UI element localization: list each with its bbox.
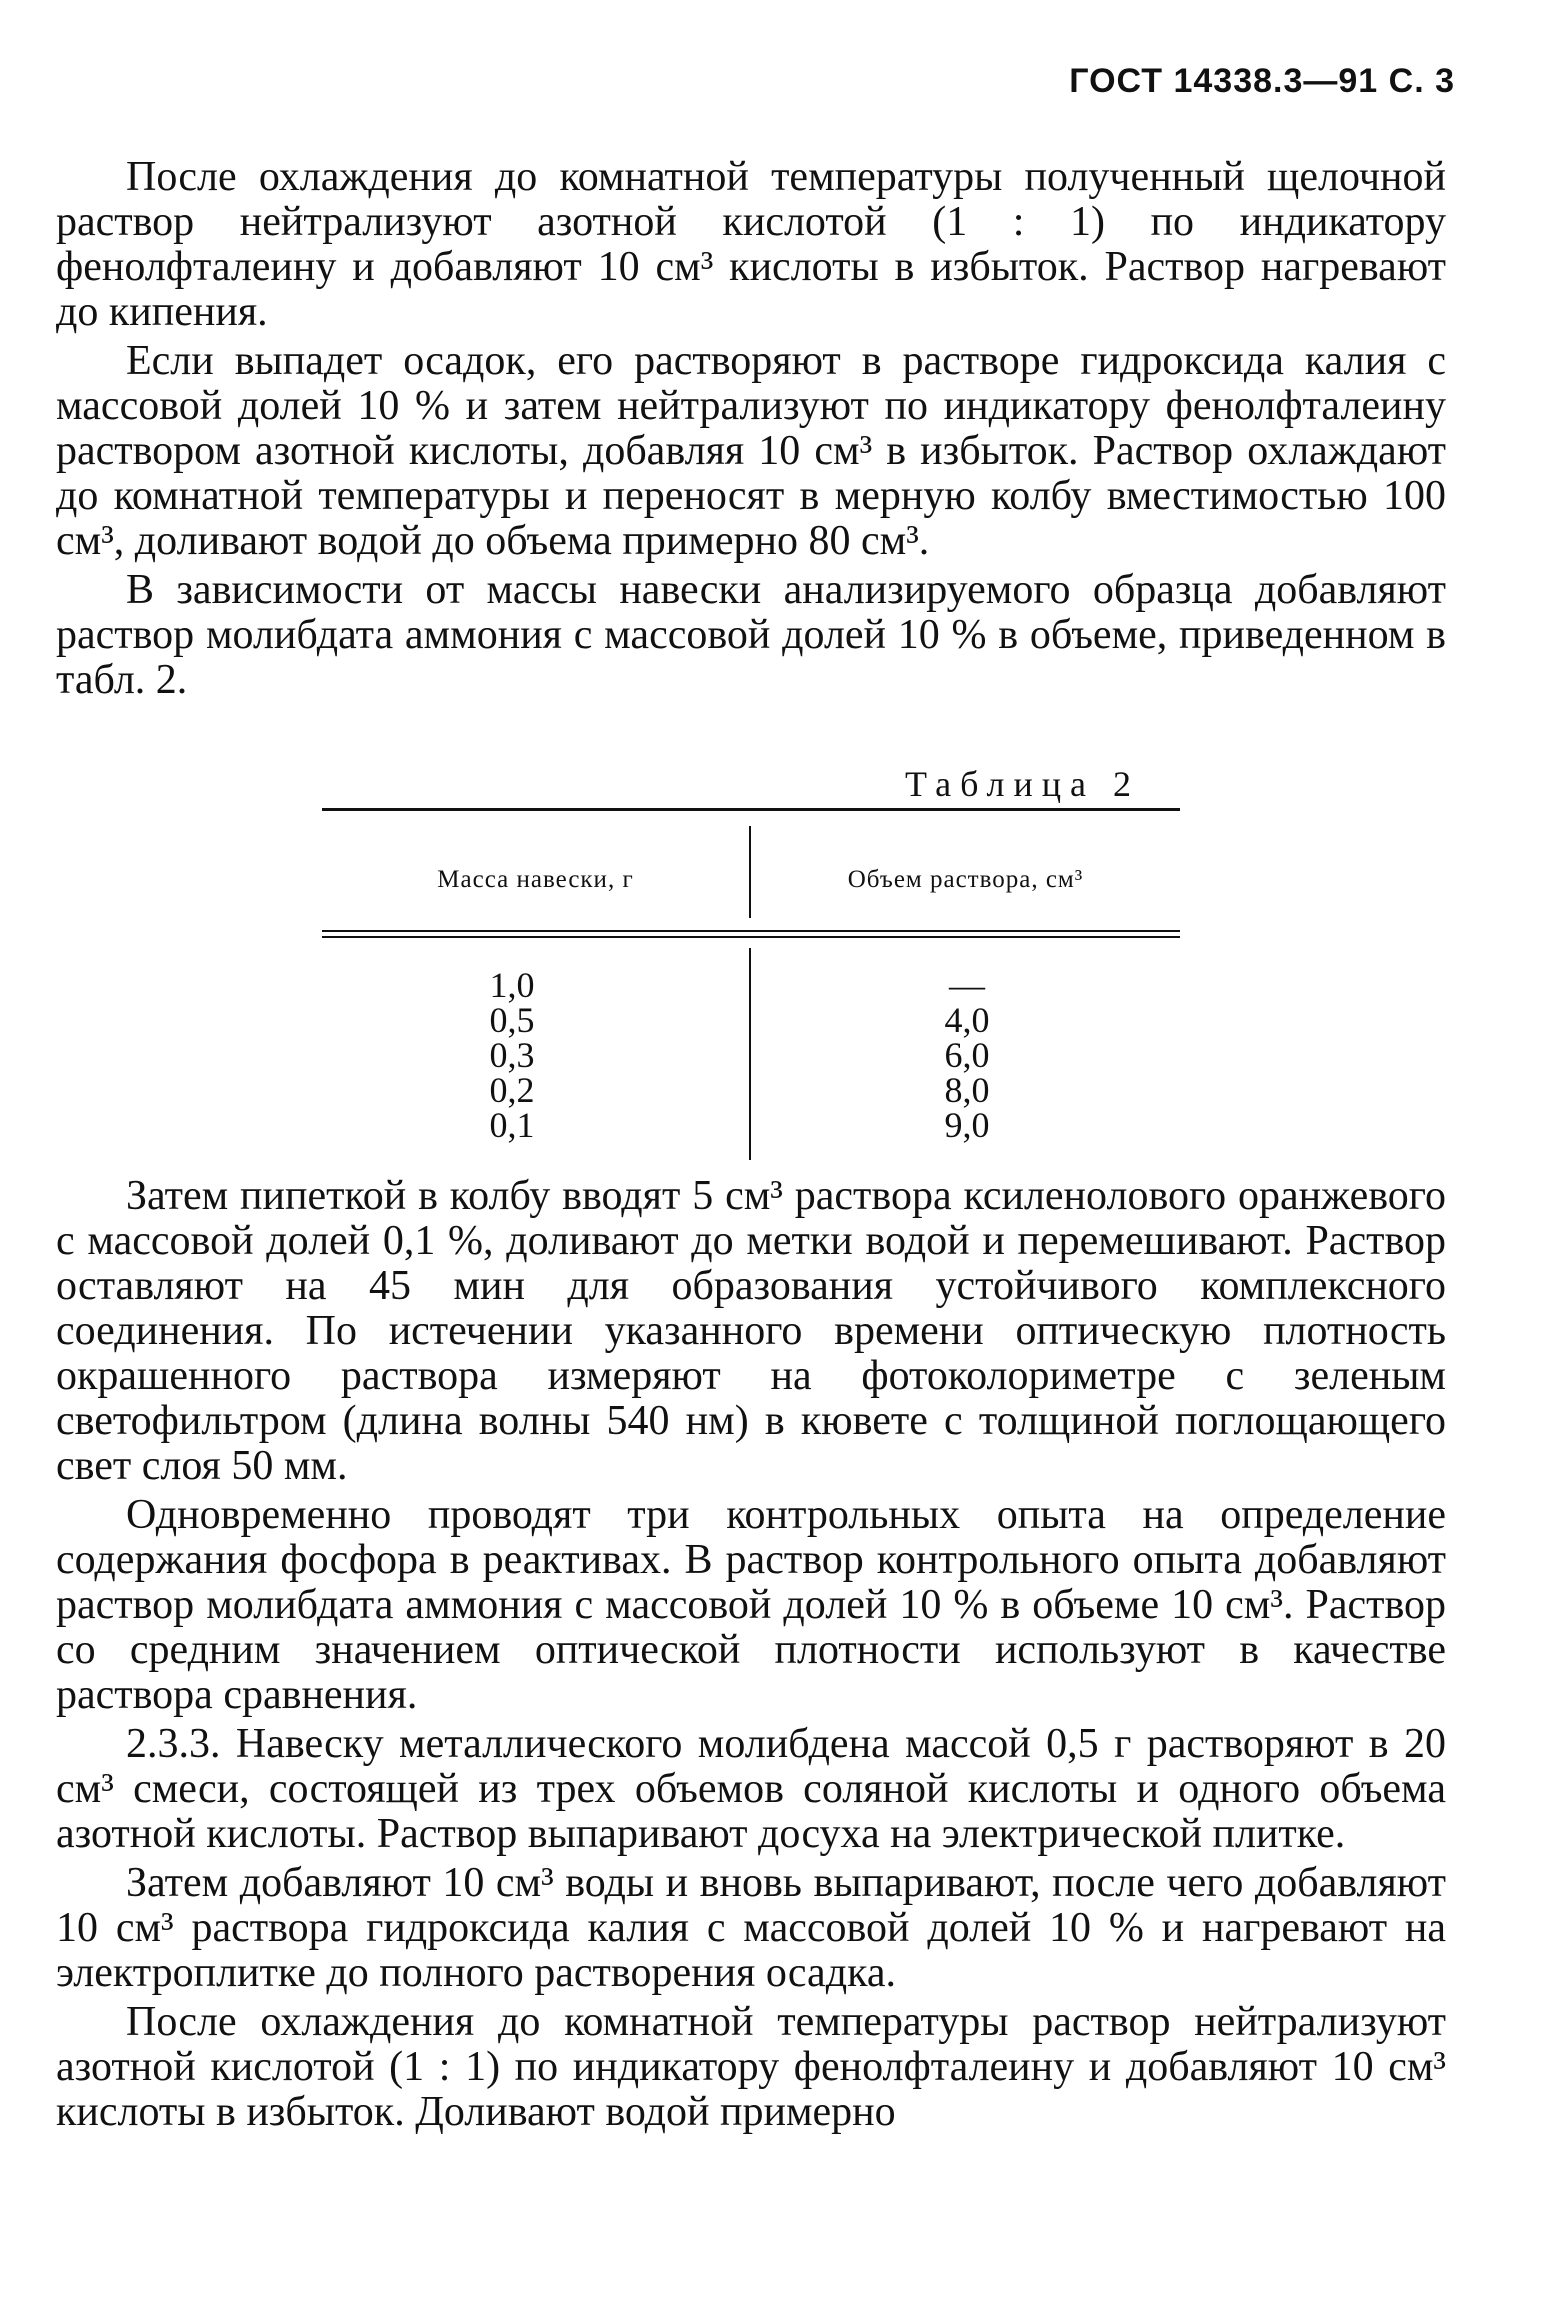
table-cell: — bbox=[949, 965, 985, 1005]
page-header: ГОСТ 14338.3—91 С. 3 bbox=[1069, 62, 1455, 100]
paragraph: В зависимости от массы навески анализируемого образца добавляют раствор молибдата аммония с массовой долей 10 % в объеме, приведенном в табл. 2. bbox=[56, 567, 1446, 703]
paragraph: 2.3.3. Навеску металлического молибдена массой 0,5 г растворяют в 20 см³ смеси, состоящей из трех объемов соляной кислоты и одного объема азотной кислоты. Раствор выпаривают досуха на электрической плитке. bbox=[56, 1721, 1446, 1857]
paragraph: После охлаждения до комнатной температуры раствор нейтрализуют азотной кислотой (1 : 1) по индикатору фенолфталеину и добавляют 10 см³ кислоты в избыток. Доливают водой примерно bbox=[56, 1999, 1446, 2135]
column-mass bbox=[472, 965, 552, 1145]
table-cell: 6,0 bbox=[944, 1035, 990, 1075]
table-top-rule bbox=[322, 808, 1180, 811]
table-cell: 1,0 bbox=[489, 965, 535, 1005]
table-header-volume: Объем раствора, см³ bbox=[847, 866, 1084, 893]
header-rule-2 bbox=[322, 936, 1180, 938]
paragraph: Одновременно проводят три контрольных опыта на определение содержания фосфора в реактивах. В раствор контрольного опыта добавляют раствор молибдата аммония с массовой долей 10 % в объеме 10 см³. Раствор со средним значением оптической плотности используют в качестве раствора сравнения. bbox=[56, 1492, 1446, 1718]
paragraph: Затем добавляют 10 см³ воды и вновь выпаривают, после чего добавляют 10 см³ раствора гидроксида калия с массовой долей 10 % и нагревают на электроплитке до полного растворения осадка. bbox=[56, 1860, 1446, 1996]
body-divider bbox=[749, 948, 751, 1160]
table-header-mass: Масса навески, г bbox=[437, 866, 634, 893]
data-table bbox=[322, 808, 1180, 1160]
header-rule-1 bbox=[322, 930, 1180, 932]
text-block-bottom bbox=[56, 1174, 1446, 2139]
table-cell: 9,0 bbox=[944, 1105, 990, 1145]
paragraph: Затем пипеткой в колбу вводят 5 см³ раствора ксиленолового оранжевого с массовой долей 0,1 %, доливают до метки водой и перемешивают. Раствор оставляют на 45 мин для образования устойчивого комплексного соединения. По истечении указанного времени оптическую плотность окрашенного раствора измеряют на фотоколориметре с зеленым светофильтром (длина волны 540 нм) в кювете с толщиной поглощающего свет слоя 50 мм. bbox=[56, 1173, 1446, 1489]
paragraph: После охлаждения до комнатной температуры полученный щелочной раствор нейтрализуют азотной кислотой (1 : 1) по индикатору фенолфталеину и добавляют 10 см³ кислоты в избыток. Раствор нагревают до кипения. bbox=[56, 154, 1446, 335]
table-cell: 4,0 bbox=[944, 1000, 990, 1040]
table-caption: Таблица 2 bbox=[905, 764, 1140, 804]
table-cell: 0,1 bbox=[489, 1105, 535, 1145]
table-cell: 0,5 bbox=[489, 1000, 535, 1040]
paragraph: Если выпадет осадок, его растворяют в растворе гидроксида калия с массовой долей 10 % и затем нейтрализуют по индикатору фенолфталеину раствором азотной кислоты, добавляя 10 см³ в избыток. Раствор охлаждают до комнатной температуры и переносят в мерную колбу вместимостью 100 см³, доливают водой до объема примерно 80 см³. bbox=[56, 338, 1446, 564]
text-block-top bbox=[56, 155, 1446, 707]
table-cell: 0,3 bbox=[489, 1035, 535, 1075]
table-cell: 8,0 bbox=[944, 1070, 990, 1110]
column-volume bbox=[927, 965, 1007, 1145]
table-cell: 0,2 bbox=[489, 1070, 535, 1110]
